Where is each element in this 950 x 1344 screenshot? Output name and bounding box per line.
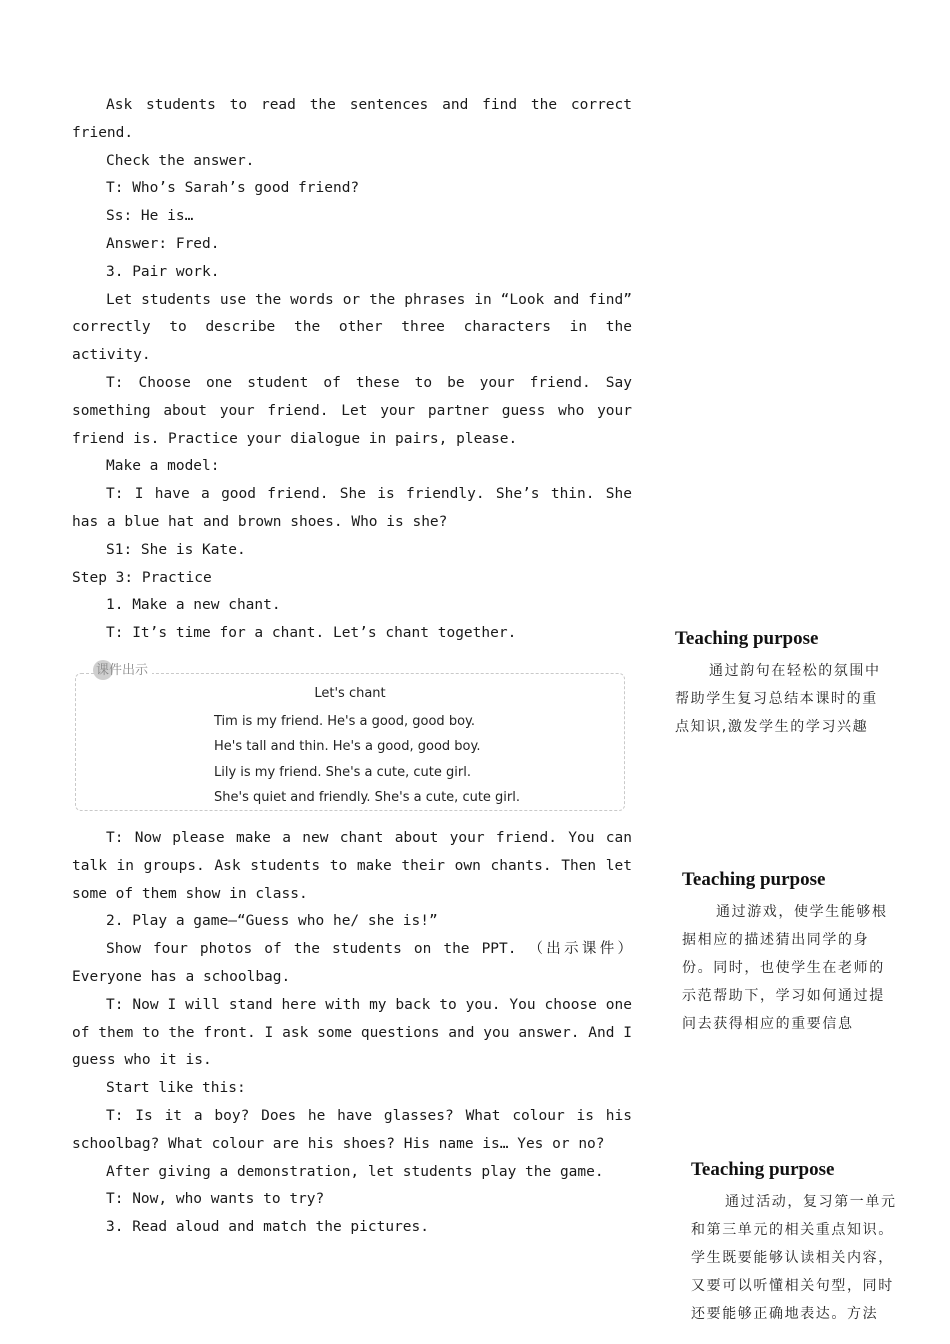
teaching-purpose-note-1 — [675, 627, 887, 761]
paragraph: T: It’s time for a chant. Let’s chant together. — [106, 625, 517, 642]
lesson-text-part-1 — [72, 92, 632, 648]
courseware-tag-label: 课件出示 — [96, 662, 149, 678]
paragraph: 3. Pair work. — [106, 263, 220, 280]
paragraph: T: Who’s Sarah’s good friend? — [106, 180, 360, 197]
paragraph: S1: She is Kate. — [106, 541, 246, 558]
paragraph: 2. Play a game—“Guess who he/ she is!” — [106, 913, 438, 930]
paragraph: T: Now I will stand here with my back to you. You choose one of them to the front. I ask some questions and you answer. And I guess who it is. — [72, 996, 632, 1069]
paragraph: T: Choose one student of these to be your friend. Say something about your friend. Let your partner guess who your friend is. Practice your dialogue in pairs, please. — [72, 374, 632, 447]
chant-title: Let's chant — [314, 685, 386, 701]
chant-line: He's tall and thin. He's a good, good boy. — [214, 739, 481, 755]
paragraph: Step 3: Practice — [72, 569, 212, 586]
chant-lines — [214, 709, 520, 810]
paragraph: Answer: Fred. — [106, 235, 220, 252]
paragraph: Show four photos of the students on the PPT. （出示课件） Everyone has a schoolbag. — [72, 941, 632, 985]
courseware-tag — [96, 661, 152, 681]
teaching-purpose-note-3 — [691, 1158, 903, 1344]
paragraph: T: Now please make a new chant about your friend. You can talk in groups. Ask students to make their own chants. Then let some of them show in class. — [72, 829, 632, 902]
paragraph: Ss: He is… — [106, 208, 194, 225]
chant-line: Lily is my friend. She's a cute, cute girl. — [214, 764, 471, 780]
paragraph: After giving a demonstration, let students play the game. — [106, 1163, 604, 1180]
lesson-text-part-2 — [72, 825, 632, 1242]
teaching-purpose-text: 通过游戏，使学生能够根据相应的描述猜出同学的身份。同时，也使学生在老师的示范帮助下，学习如何通过提问去获得相应的重要信息 — [682, 904, 888, 1032]
paragraph: 3. Read aloud and match the pictures. — [106, 1219, 430, 1236]
teaching-purpose-heading: Teaching purpose — [691, 1159, 835, 1180]
chant-line: Tim is my friend. He's a good, good boy. — [214, 713, 475, 729]
paragraph: Check the answer. — [106, 152, 255, 169]
courseware-chant-box — [75, 662, 625, 811]
teaching-purpose-note-2 — [682, 868, 894, 1049]
paragraph: 1. Make a new chant. — [106, 597, 281, 614]
teaching-purpose-text: 通过活动，复习第一单元和第三单元的相关重点知识。学生既要能够认读相关内容，又要可以听懂相关句型，同时还要能够正确地表达。方法 — [691, 1194, 897, 1322]
paragraph: Make a model: — [106, 458, 220, 475]
paragraph: Start like this: — [106, 1080, 246, 1097]
chant-line: She's quiet and friendly. She's a cute, cute girl. — [214, 789, 521, 805]
lesson-body — [72, 92, 632, 1242]
paragraph: T: Is it a boy? Does he have glasses? What colour is his schoolbag? What colour are his shoes? His name is… Yes or no? — [72, 1107, 632, 1152]
teaching-purpose-heading: Teaching purpose — [675, 628, 819, 649]
paragraph: T: Now, who wants to try? — [106, 1191, 325, 1208]
paragraph: Ask students to read the sentences and find the correct friend. — [72, 97, 632, 141]
teaching-purpose-heading: Teaching purpose — [682, 869, 826, 890]
teaching-purpose-text: 通过韵句在轻松的氛围中帮助学生复习总结本课时的重点知识,激发学生的学习兴趣 — [675, 663, 881, 735]
paragraph: Let students use the words or the phrases in “Look and find” correctly to describe the other three characters in the activity. — [72, 291, 632, 364]
paragraph: T: I have a good friend. She is friendly. She’s thin. She has a blue hat and brown shoes. Who is she? — [72, 486, 632, 530]
